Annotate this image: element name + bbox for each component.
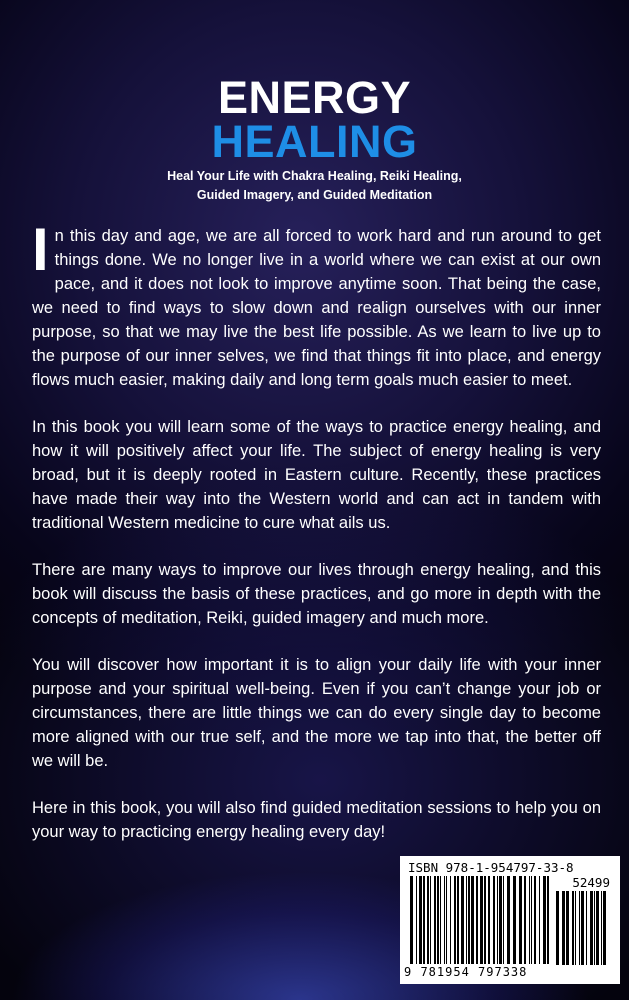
barcode-bar bbox=[579, 891, 580, 965]
barcode-bar bbox=[575, 891, 576, 965]
barcode-bar bbox=[499, 876, 502, 964]
barcode-bar bbox=[434, 876, 436, 964]
barcode-bar bbox=[430, 876, 431, 964]
barcode-bar bbox=[524, 876, 526, 964]
barcode-bar bbox=[471, 876, 474, 964]
paragraph-2: In this book you will learn some of the ways to practice energy healing, and how it will positively affect your life. The subject of energy healing is very broad, but it is deeply rooted in Eastern culture. Recently, these practices have made their way into the Western world and can act in tandem with traditional Western medicine to cure what ails us. bbox=[32, 418, 601, 532]
barcode-bar bbox=[457, 876, 459, 964]
isbn-label: ISBN 978-1-954797-33-8 bbox=[408, 860, 574, 875]
barcode-bar bbox=[596, 891, 599, 965]
paragraph-4: You will discover how important it is to align your daily life with your inner purpose and your spiritual well-being. Even if you can’t change your job or circumstances, there are little things we can do every single day to become more aligned with our true self, and the more we tap into that, the better off we will be. bbox=[32, 656, 601, 770]
barcode-bar bbox=[594, 891, 595, 965]
isbn-barcode bbox=[400, 856, 620, 984]
subtitle-line-1: Heal Your Life with Chakra Healing, Reiki Healing, bbox=[167, 169, 462, 183]
barcode-bar bbox=[419, 876, 422, 964]
barcode-bar bbox=[480, 876, 483, 964]
barcode-bar bbox=[603, 891, 606, 965]
barcode-bar bbox=[590, 891, 593, 965]
barcode-bar bbox=[543, 876, 546, 964]
paragraph-5: Here in this book, you will also find guided meditation sessions to help you on your way to practicing energy healing every day! bbox=[32, 799, 601, 841]
subtitle bbox=[60, 167, 569, 205]
paragraph-1 bbox=[32, 216, 601, 392]
barcode-bar bbox=[444, 876, 445, 964]
barcode-bar bbox=[539, 876, 540, 964]
barcode-bar bbox=[581, 891, 584, 965]
barcode-bar bbox=[446, 876, 447, 964]
barcode-bar bbox=[566, 891, 569, 965]
barcode-bar bbox=[497, 876, 498, 964]
barcode-bar bbox=[423, 876, 425, 964]
barcode-bar bbox=[416, 876, 417, 964]
barcode-bar bbox=[410, 876, 413, 964]
title-energy: ENERGY bbox=[217, 72, 412, 123]
subtitle-line-2: Guided Imagery, and Guided Meditation bbox=[196, 188, 433, 202]
barcode-bar bbox=[450, 876, 451, 964]
barcode-bar bbox=[440, 876, 441, 964]
barcode-bar bbox=[454, 876, 456, 964]
barcode-bar bbox=[556, 891, 559, 965]
barcode-bar bbox=[488, 876, 490, 964]
barcode-bar bbox=[513, 876, 516, 964]
barcode-bar bbox=[531, 876, 532, 964]
barcode-bar bbox=[572, 891, 574, 965]
barcode-bar bbox=[529, 876, 530, 964]
barcode-bar bbox=[601, 891, 602, 965]
barcode-bar bbox=[476, 876, 478, 964]
barcode-bar bbox=[507, 876, 510, 964]
barcode-bar bbox=[534, 876, 536, 964]
barcode-bar bbox=[586, 891, 587, 965]
barcode-bar bbox=[503, 876, 504, 964]
ean-digits: 9 781954 797338 bbox=[404, 965, 528, 979]
price-barcode-bars bbox=[556, 891, 610, 965]
barcode-bar bbox=[468, 876, 470, 964]
barcode-bar bbox=[466, 876, 467, 964]
drop-cap: I bbox=[32, 216, 49, 283]
barcode-bar bbox=[519, 876, 522, 964]
barcode-bar bbox=[547, 876, 549, 964]
barcode-bar bbox=[562, 891, 565, 965]
paragraph-1-text: n this day and age, we are all forced to work hard and run around to get things done. We no longer live in a world where we can exist at our own pace, and it does not look to improve anytime soon. That being the case, we need to find ways to slow down and realign ourselves with our inner purpose, so that we may live the best life possible. As we learn to live up to the purpose of our inner selves, we find that things fit into place, and energy flows much easier, making daily and long term goals much easier to meet. bbox=[32, 227, 601, 389]
price-code: 52499 bbox=[572, 875, 610, 890]
barcode-bar bbox=[461, 876, 464, 964]
barcode-bar bbox=[484, 876, 486, 964]
barcode-bar bbox=[437, 876, 439, 964]
title-healing: HEALING bbox=[211, 116, 418, 167]
barcode-bar bbox=[493, 876, 495, 964]
barcode-bar bbox=[427, 876, 429, 964]
blurb-text bbox=[32, 216, 601, 867]
ean-barcode-bars bbox=[410, 876, 552, 964]
paragraph-3: There are many ways to improve our lives through energy healing, and this book will discuss the basis of these practices, and go more in depth with the concepts of meditation, Reiki, guided imagery and much more. bbox=[32, 561, 601, 627]
